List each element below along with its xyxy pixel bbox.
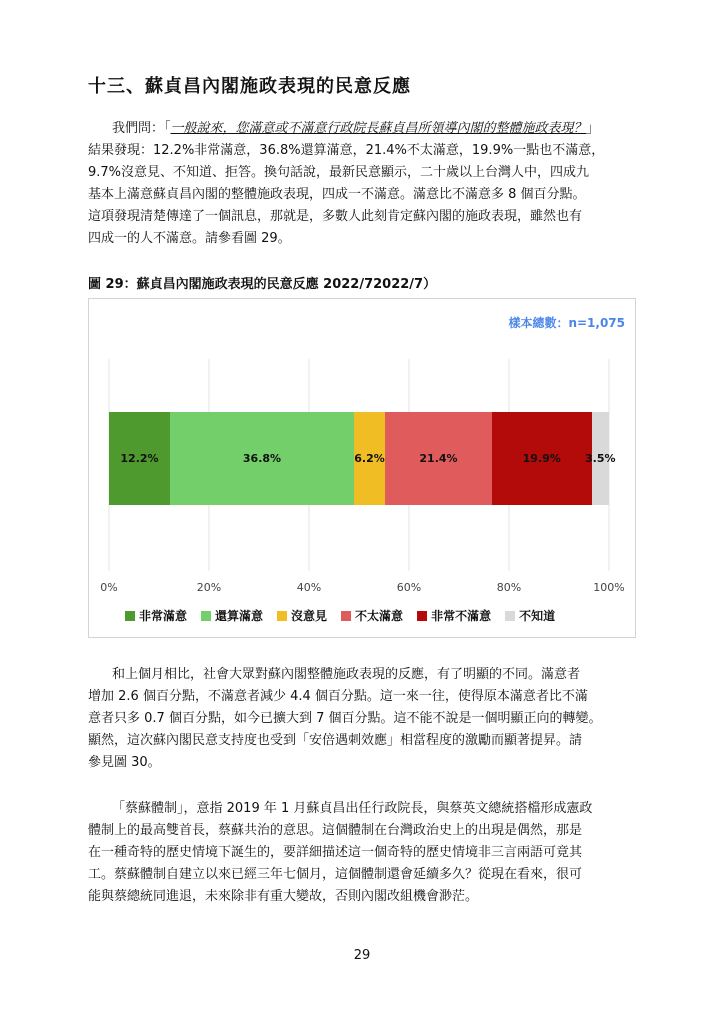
bar-segment [109, 412, 170, 505]
legend-label: 非常滿意 [139, 609, 188, 623]
paragraph-line: 工。蔡蘇體制自建立以來已經三年七個月，這個體制還會延續多久？從現在看來，很可 [88, 867, 583, 882]
paragraph-line: 意者只多 0.7 個百分點，如今已擴大到 7 個百分點。這不能不說是一個明顯正向的轉變。 [88, 711, 602, 726]
legend-item [505, 607, 555, 624]
figure-caption: 圖 29：蘇貞昌內閣施政表現的民意反應 2022/72022/7） [88, 277, 437, 292]
question-prefix: 我們問：「 [112, 121, 171, 136]
paragraph-line: 9.7%沒意見、不知道、拒答。換句話說，最新民意顯示，二十歲以上台灣人中，四成九 [88, 165, 590, 180]
sample-size-note: 樣本總數：n=1,075 [508, 316, 625, 330]
bar-segment [492, 412, 592, 505]
legend-item [341, 607, 403, 624]
legend-label: 不太滿意 [355, 609, 404, 623]
legend-item [125, 607, 187, 624]
x-tick-label: 100% [593, 581, 625, 594]
survey-question: 一般說來，您滿意或不滿意行政院長蘇貞昌所領導內閣的整體施政表現？ [170, 121, 587, 136]
x-tick-label: 80% [496, 581, 522, 594]
paragraph-line: 參見圖 30。 [88, 755, 161, 770]
paragraph-line: 結果發現：12.2%非常滿意，36.8%還算滿意，21.4%不太滿意，19.9%一點也不滿意， [88, 143, 605, 158]
paragraph-line: 基本上滿意蘇貞昌內閣的整體施政表現，四成一不滿意。滿意比不滿意多 8 個百分點。 [88, 187, 586, 202]
data-label: 36.8% [242, 452, 282, 465]
legend-swatch [417, 611, 427, 621]
bar-segment [354, 412, 385, 505]
bar-segment [585, 412, 616, 505]
data-label: 12.2% [120, 452, 159, 465]
paragraph-line: 四成一的人不滿意。請參看圖 29。 [88, 231, 291, 246]
x-tick-label: 0% [100, 581, 118, 594]
legend-item [201, 607, 263, 624]
x-tick-label: 20% [196, 581, 222, 594]
bar-segment [385, 412, 492, 505]
legend-label: 不知道 [519, 609, 556, 623]
paragraph-line: 「蔡蘇體制」，意指 2019 年 1 月蘇貞昌出任行政院長，與蔡英文總統搭檔形成憲政 [112, 801, 593, 816]
paragraph-line: 在一種奇特的歷史情境下誕生的，要詳細描述這一個奇特的歷史情境非三言兩語可竟其 [88, 845, 583, 860]
legend-label: 非常不滿意 [431, 609, 492, 623]
legend-swatch [341, 611, 351, 621]
paragraph-line: 體制上的最高雙首長，蔡蘇共治的意思。這個體制在台灣政治史上的出現是偶然，那是 [88, 823, 583, 838]
legend-label: 還算滿意 [215, 609, 264, 623]
x-tick-label: 60% [396, 581, 422, 594]
legend-swatch [277, 611, 287, 621]
paragraph-line: 顯然，這次蘇內閣民意支持度也受到「安倍遇刺效應」相當程度的激勵而顯著提昇。請 [88, 733, 583, 748]
paragraph-line: 能與蔡總統同進退，未來除非有重大變故，否則內閣改組機會渺茫。 [88, 889, 479, 904]
legend-swatch [201, 611, 211, 621]
paragraph-line [88, 118, 640, 140]
paragraph-line: 和上個月相比，社會大眾對蘇內閣整體施政表現的反應，有了明顯的不同。滿意者 [112, 667, 581, 682]
paragraph-comparison [88, 664, 640, 774]
legend-swatch [125, 611, 135, 621]
paragraph-survey-results [88, 118, 640, 250]
legend-item [417, 607, 491, 624]
legend-label: 沒意見 [291, 609, 328, 623]
chart-legend [125, 607, 555, 624]
data-label: 21.4% [419, 452, 458, 465]
page-number: 29 [353, 948, 371, 963]
paragraph-line: 這項發現清楚傳達了一個訊息，那就是，多數人此刻肯定蘇內閣的施政表現，雖然也有 [88, 209, 583, 224]
data-label: 19.9% [522, 452, 561, 465]
data-label: 6.2% [354, 452, 385, 465]
paragraph-line: 增加 2.6 個百分點，不滿意者減少 4.4 個百分點。這一來一往，使得原本滿意者比不滿 [88, 689, 588, 704]
stacked-bar-chart [88, 298, 636, 638]
x-tick-label: 40% [296, 581, 322, 594]
stacked-bar [109, 412, 616, 505]
bar-segment [170, 412, 354, 505]
section-heading: 十三、蘇貞昌內閣施政表現的民意反應 [88, 76, 411, 97]
data-label: 3.5% [585, 452, 616, 465]
legend-item [277, 607, 327, 624]
question-suffix: 」 [586, 121, 600, 136]
paragraph-tsai-su-system [88, 798, 640, 908]
legend-swatch [505, 611, 515, 621]
